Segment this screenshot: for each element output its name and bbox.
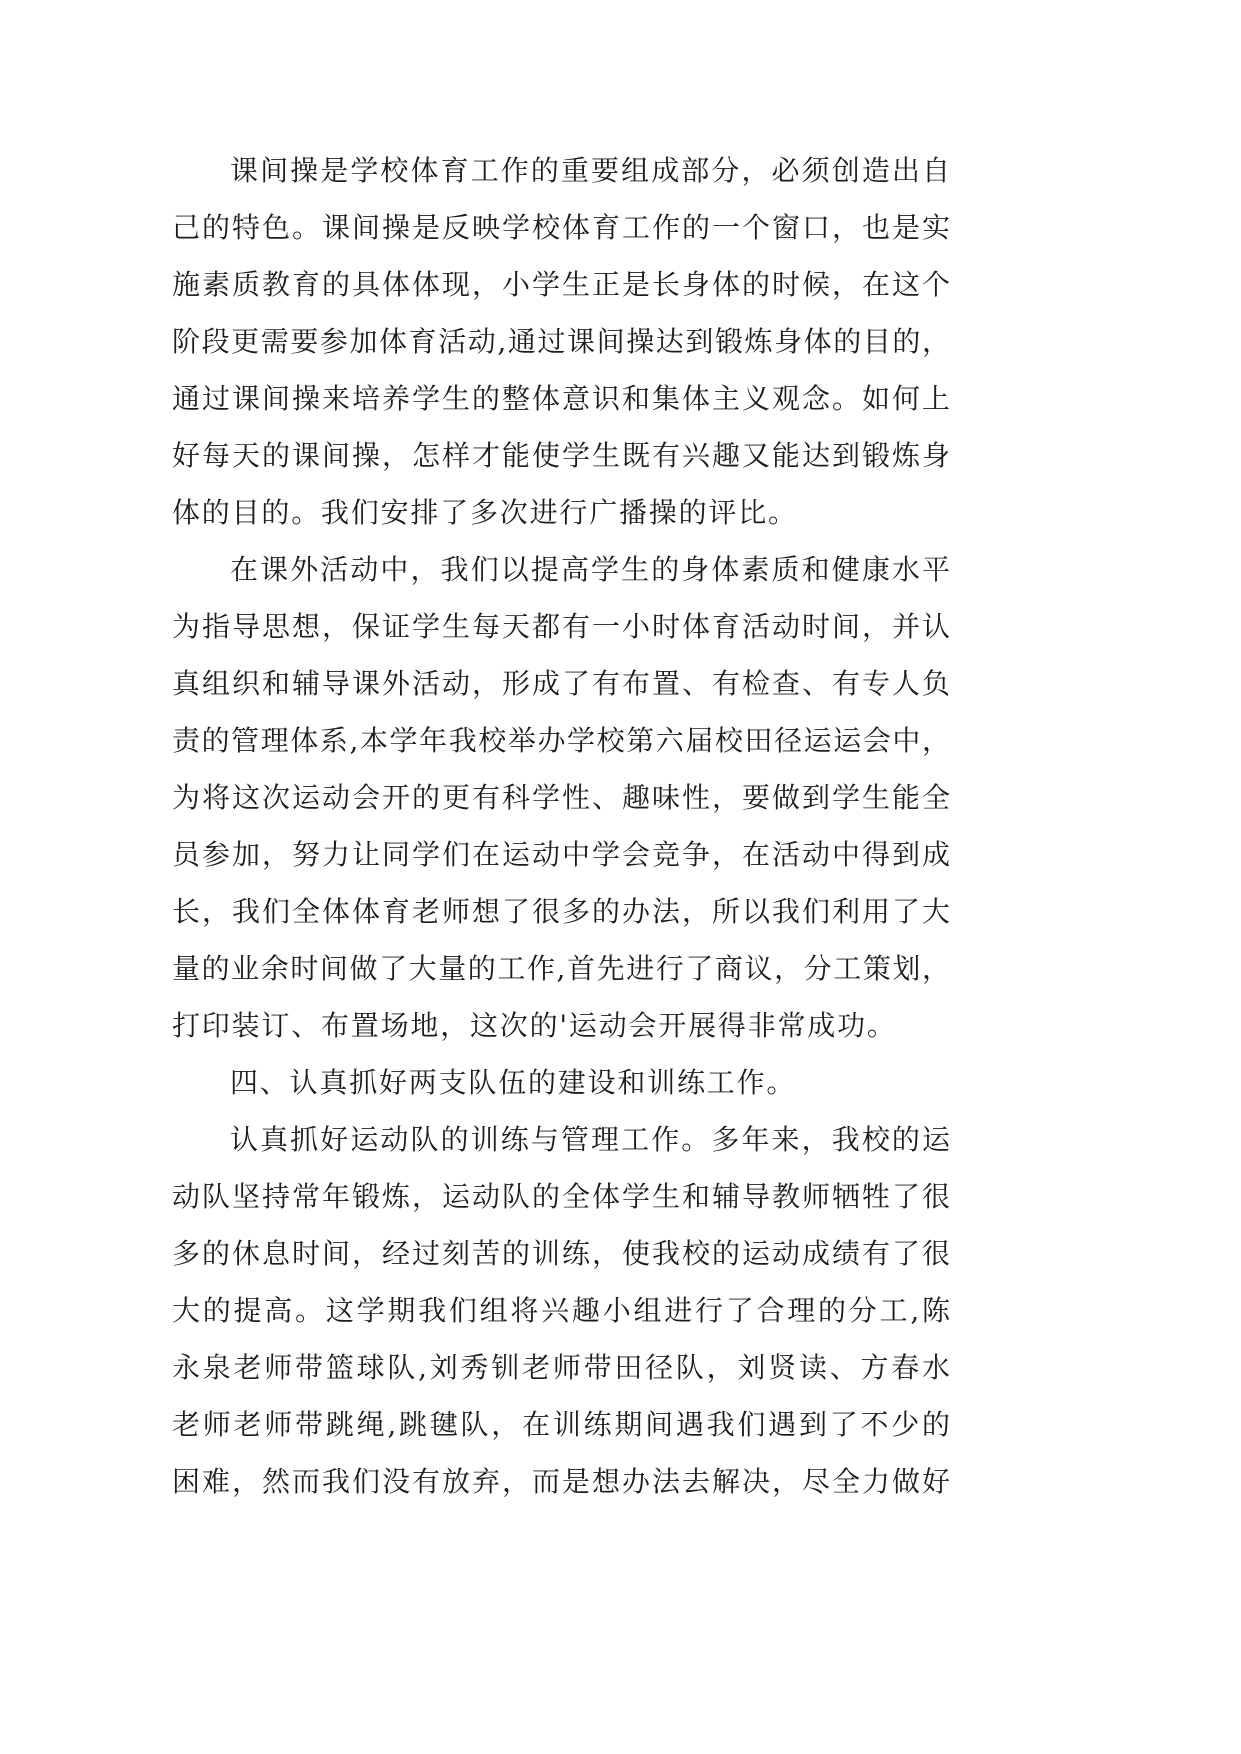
text-line: 长，我们全体体育老师想了很多的办法，所以我们利用了大 <box>172 895 950 928</box>
text-line: 好每天的课间操，怎样才能使学生既有兴趣又能达到锻炼身 <box>172 439 950 472</box>
text-line: 为指导思想，保证学生每天都有一小时体育活动时间，并认 <box>172 610 950 643</box>
text-line: 课间操是学校体育工作的重要组成部分，必须创造出自 <box>230 154 950 187</box>
paragraph-extracurricular <box>172 541 950 1054</box>
text-line: 责的管理体系,本学年我校举办学校第六届校田径运运会中， <box>172 724 950 757</box>
text-line: 员参加，努力让同学们在运动中学会竞争，在活动中得到成 <box>172 838 950 871</box>
text-line: 认真抓好运动队的训练与管理工作。多年来，我校的运 <box>230 1123 950 1156</box>
document-body <box>172 142 950 1510</box>
text-line: 永泉老师带篮球队,刘秀钏老师带田径队，刘贤读、方春水 <box>172 1351 950 1384</box>
text-line: 体的目的。我们安排了多次进行广播操的评比。 <box>172 496 798 529</box>
paragraph-sports-team <box>172 1111 950 1510</box>
text-line: 为将这次运动会开的更有科学性、趣味性，要做到学生能全 <box>172 781 950 814</box>
section-heading <box>172 1054 950 1111</box>
text-line: 多的休息时间，经过刻苦的训练，使我校的运动成绩有了很 <box>172 1237 950 1270</box>
text-line: 通过课间操来培养学生的整体意识和集体主义观念。如何上 <box>172 382 950 415</box>
text-line: 大的提高。这学期我们组将兴趣小组进行了合理的分工,陈 <box>172 1294 950 1327</box>
text-line: 真组织和辅导课外活动，形成了有布置、有检查、有专人负 <box>172 667 950 700</box>
text-line: 施素质教育的具体体现，小学生正是长身体的时候，在这个 <box>172 268 950 301</box>
text-line: 困难，然而我们没有放弃，而是想办法去解决，尽全力做好 <box>172 1465 950 1498</box>
paragraph-exercise-break <box>172 142 950 541</box>
text-line: 己的特色。课间操是反映学校体育工作的一个窗口，也是实 <box>172 211 950 244</box>
text-line: 动队坚持常年锻炼，运动队的全体学生和辅导教师牺牲了很 <box>172 1180 950 1213</box>
text-line: 在课外活动中，我们以提高学生的身体素质和健康水平 <box>230 553 950 586</box>
section-heading-text: 四、认真抓好两支队伍的建设和训练工作。 <box>230 1066 797 1099</box>
text-line: 量的业余时间做了大量的工作,首先进行了商议，分工策划， <box>172 952 950 985</box>
text-line: 打印装订、布置场地，这次的'运动会开展得非常成功。 <box>172 1009 897 1042</box>
text-line: 阶段更需要参加体育活动,通过课间操达到锻炼身体的目的， <box>172 325 950 358</box>
text-line: 老师老师带跳绳,跳毽队，在训练期间遇我们遇到了不少的 <box>172 1408 950 1441</box>
